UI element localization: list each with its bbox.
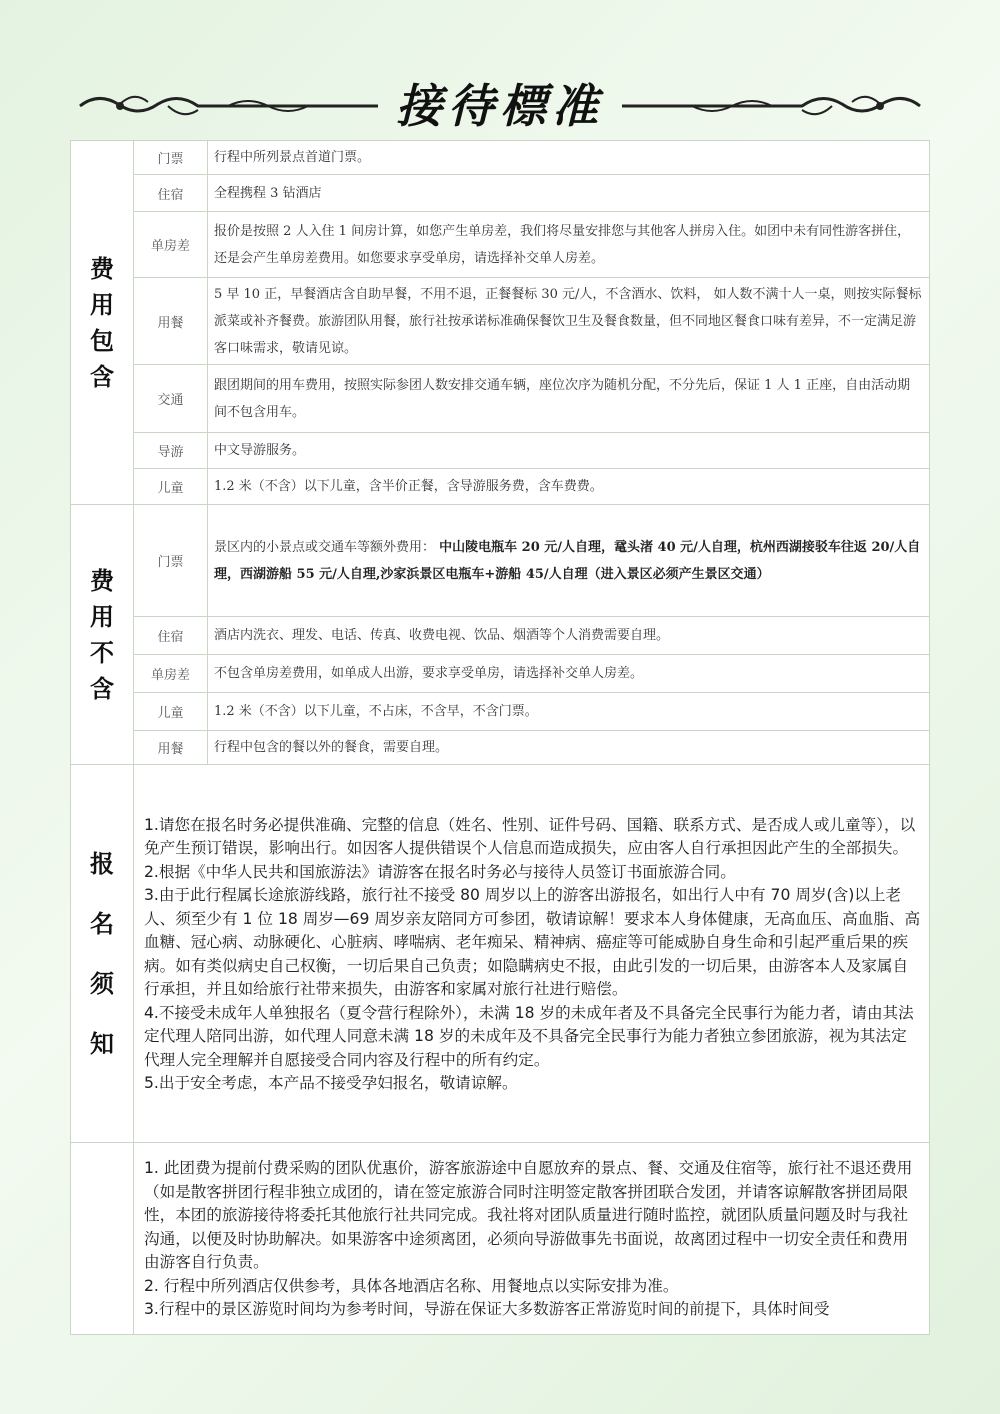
notice-item: 1. 此团费为提前付费采购的团队优惠价，游客旅游途中自愿放弃的景点、餐、交通及住宿等，旅行社不退还费用（如是散客拼团行程非独立成团的，请在签定旅游合同时注明签定散客拼团联合发团，并请客谅解散客拼团局限性，本团的旅游接待将委托其他旅行社共同完成。我社将对团队质量进行随时监控，就团队质量问题及时与我社沟通，以便及时协助解决。如果游客中途须离团，必须向导游做事先书面说，故离团过程中一切安全责任和费用由游客自行负责。	[144, 1159, 913, 1272]
row-value	[208, 505, 930, 617]
row-label: 单房差	[134, 655, 208, 693]
ticket-prefix: 景区内的小景点或交通车等额外费用：	[214, 539, 440, 555]
row-label: 门票	[134, 141, 208, 175]
reception-standards-table	[70, 140, 930, 1335]
category-excluded: 费 用 不 含	[71, 505, 134, 765]
notice-item: 3.由于此行程属长途旅游线路，旅行社不接受 80 周岁以上的游客出游报名，如出行人中有 70 周岁(含)以上老人、须至少有 1 位 18 周岁—69 周岁亲友陪同方可参团，敬请谅解！要求本人身体健康，无高血压、高血脂、高血糖、冠心病、动脉硬化、心脏病、哮喘病、老年痴呆、精神病、癌症等可能威胁自身生命和引起严重后果的疾病。如有类似病史自己权衡，一切后果自己负责；如隐瞒病史不报，由此引发的一切后果，由游客本人及家属自行承担，并且如给旅行社带来损失，由游客和家属对旅行社进行赔偿。	[144, 886, 921, 998]
notice-item: 2.根据《中华人民共和国旅游法》请游客在报名时务必与接待人员签订书面旅游合同。	[144, 862, 736, 881]
row-label: 用餐	[134, 278, 208, 365]
header	[0, 0, 1000, 140]
notice-item: 5.出于安全考虑，本产品不接受孕妇报名，敬请谅解。	[144, 1074, 518, 1092]
table-row	[71, 617, 930, 655]
row-label: 交通	[134, 365, 208, 433]
notice-item: 4.不接受未成年人单独报名（夏令营行程除外），未满 18 岁的未成年者及不具备完全民事行为能力者，请由其法定代理人陪同出游，如代理人同意未满 18 岁的未成年及不具备完全民事行为能力者独立参团旅游，视为其法定代理人完全理解并自愿接受合同内容及行程中的所有约定。	[144, 1003, 914, 1069]
row-value: 中文导游服务。	[208, 433, 930, 469]
notice-item: 2. 行程中所列酒店仅供参考，具体各地酒店名称、用餐地点以实际安排为准。	[144, 1276, 679, 1295]
notice-item: 1.请您在报名时务必提供准确、完整的信息（姓名、性别、证件号码、国籍、联系方式、是否成人或儿童等），以免产生预订错误，影响出行。如因客人提供错误个人信息而造成损失，应由客人自行承担因此产生的全部损失。	[144, 815, 916, 857]
notice-item: 3.行程中的景区游览时间均为参考时间，导游在保证大多数游客正常游览时间的前提下，具体时间受	[144, 1300, 830, 1319]
row-label: 用餐	[134, 731, 208, 765]
ticket-fees: 中山陵电瓶车 20 元/人自理，鼋头渚 40 元/人自理，杭州西湖接驳车往返 20/人自理，西湖游船 55 元/人自理,沙家浜景区电瓶车+游船 45/人自理（进入景区必须产生景区交通）	[214, 539, 921, 582]
row-value: 不包含单房差费用，如单成人出游，要求享受单房，请选择补交单人房差。	[208, 655, 930, 693]
table-row	[71, 141, 930, 175]
table-row	[71, 1143, 930, 1335]
table-row	[71, 365, 930, 433]
row-value: 1.2 米（不含）以下儿童，不占床，不含早，不含门票。	[208, 693, 930, 731]
row-value: 1.2 米（不含）以下儿童，含半价正餐，含导游服务费，含车费费。	[208, 469, 930, 505]
row-label: 儿童	[134, 693, 208, 731]
row-label: 住宿	[134, 175, 208, 212]
row-value: 5 早 10 正，早餐酒店含自助早餐，不用不退，正餐餐标 30 元/人，不含酒水、饮料， 如人数不满十人一桌，则按实际餐标派菜或补齐餐费。旅游团队用餐，旅行社按承诺标准确保餐饮卫生及餐食数量，但不同地区餐食口味有差异，不一定满足游客口味需求，敬请见谅。	[208, 278, 930, 365]
row-value: 报价是按照 2 人入住 1 间房计算，如您产生单房差，我们将尽量安排您与其他客人拼房入住。如团中未有同性游客拼住，还是会产生单房差费用。如您要求享受单房，请选择补交单人房差。	[208, 212, 930, 278]
signup-notes	[134, 765, 930, 1143]
row-label: 单房差	[134, 212, 208, 278]
row-value: 跟团期间的用车费用，按照实际参团人数安排交通车辆，座位次序为随机分配，不分先后，保证 1 人 1 正座，自由活动期间不包含用车。	[208, 365, 930, 433]
table-row	[71, 175, 930, 212]
category-signup: 报 名 须 知	[71, 765, 134, 1143]
table-row	[71, 505, 930, 617]
page-title: 接待標准	[396, 79, 604, 133]
row-label: 导游	[134, 433, 208, 469]
table-row	[71, 693, 930, 731]
right-ornament-icon	[622, 88, 922, 124]
row-label: 门票	[134, 505, 208, 617]
table-row	[71, 765, 930, 1143]
row-value: 行程中包含的餐以外的餐食，需要自理。	[208, 731, 930, 765]
other-notes	[134, 1143, 930, 1335]
row-label: 儿童	[134, 469, 208, 505]
table-row	[71, 278, 930, 365]
category-notes	[71, 1143, 134, 1335]
category-included: 费 用 包 含	[71, 141, 134, 505]
table-row	[71, 212, 930, 278]
row-label: 住宿	[134, 617, 208, 655]
row-value: 酒店内洗衣、理发、电话、传真、收费电视、饮品、烟酒等个人消费需要自理。	[208, 617, 930, 655]
table-row	[71, 655, 930, 693]
row-value: 全程携程 3 钻酒店	[208, 175, 930, 212]
table-row	[71, 469, 930, 505]
row-value: 行程中所列景点首道门票。	[208, 141, 930, 175]
table-row	[71, 433, 930, 469]
table-row	[71, 731, 930, 765]
